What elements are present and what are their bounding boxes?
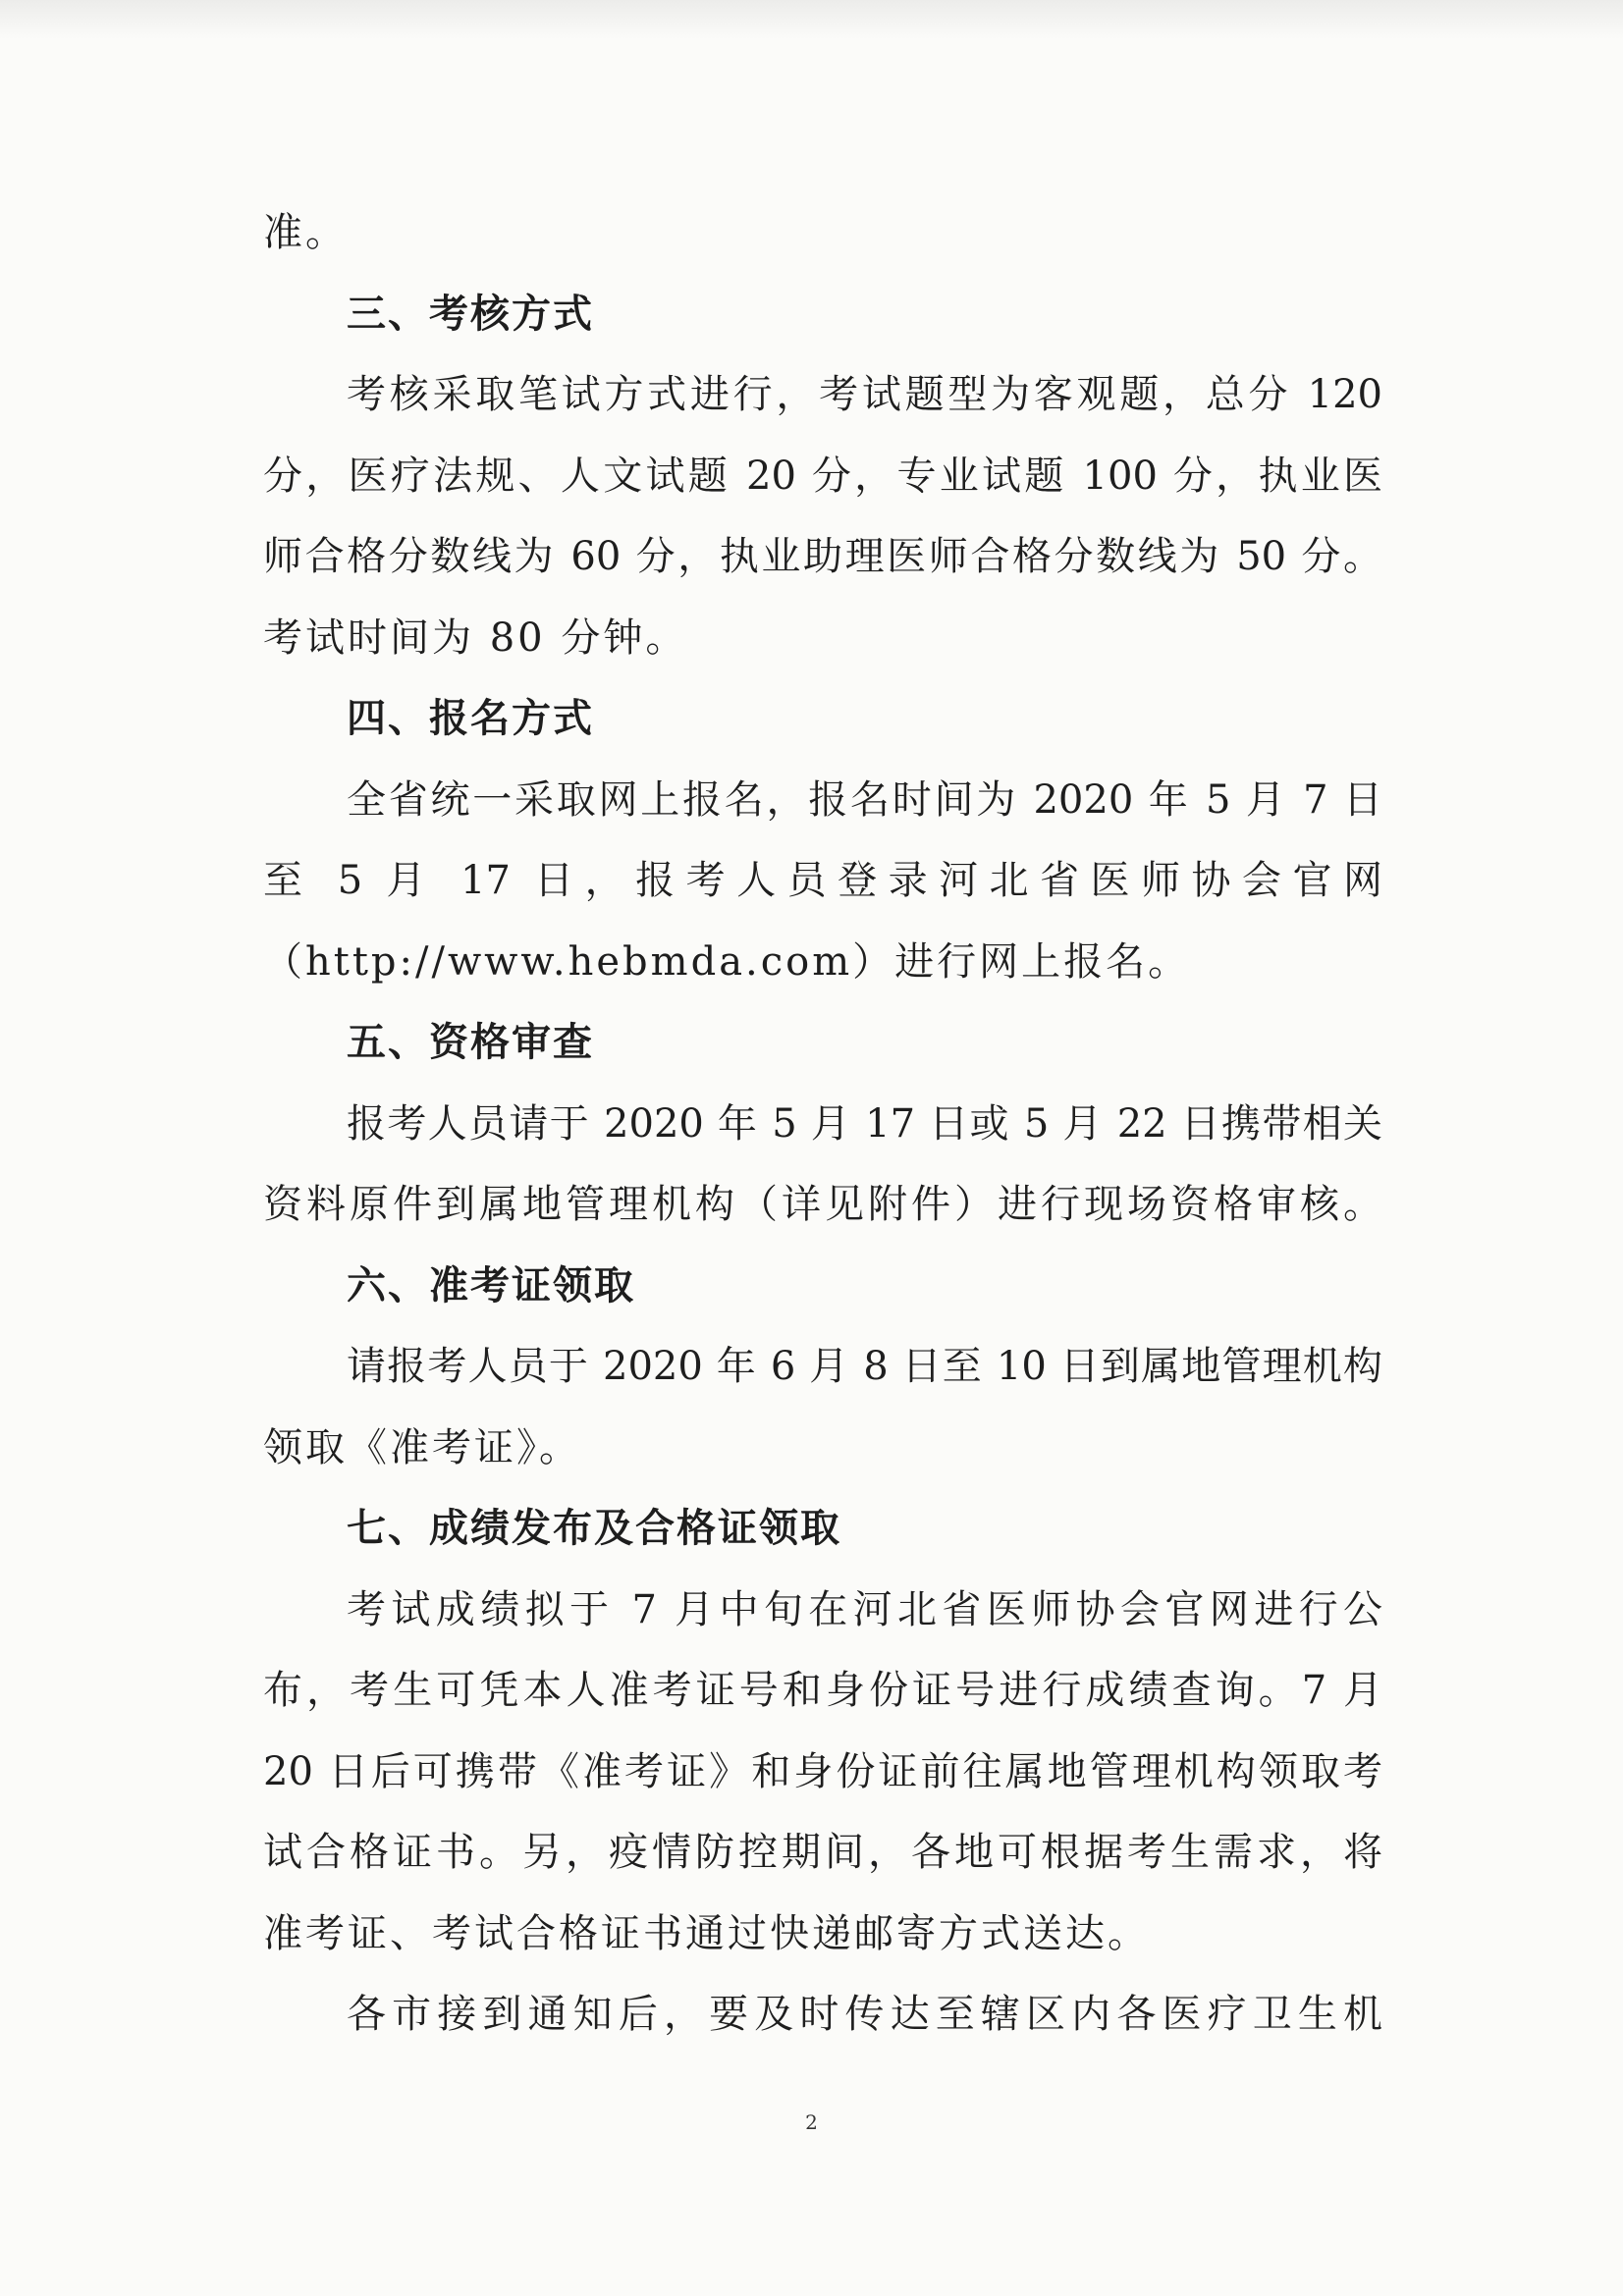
text-line: 布，考生可凭本人准考证号和身份证号进行成绩查询。7 月 <box>263 1668 1382 1713</box>
text-line: 至 5 月 17 日，报考人员登录河北省医师协会官网 <box>263 858 1382 903</box>
text-line: 20 日后可携带《准考证》和身份证前往属地管理机构领取考 <box>263 1748 1382 1794</box>
section-heading-results-and-certificate: 七、成绩发布及合格证领取 <box>347 1506 841 1551</box>
text-line: 分，医疗法规、人文试题 20 分，专业试题 100 分，执业医 <box>263 453 1382 499</box>
section-heading-assessment-method: 三、考核方式 <box>347 291 594 337</box>
page-number: 2 <box>805 2110 818 2134</box>
scan-edge-shadow <box>0 0 1623 39</box>
text-line: 准。 <box>263 210 348 255</box>
text-line: 各市接到通知后，要及时传达至辖区内各医疗卫生机 <box>347 1992 1382 2037</box>
document-body <box>263 192 1382 2056</box>
text-line: 全省统一采取网上报名，报名时间为 2020 年 5 月 7 日 <box>347 776 1382 823</box>
text-line: 考试成绩拟于 7 月中旬在河北省医师协会官网进行公 <box>347 1586 1382 1632</box>
section-heading-admission-ticket: 六、准考证领取 <box>347 1262 635 1308</box>
text-line: 请报考人员于 2020 年 6 月 8 日至 10 日到属地管理机构 <box>347 1344 1382 1389</box>
text-line: 领取《准考证》。 <box>263 1424 581 1470</box>
text-line: 准考证、考试合格证书通过快递邮寄方式送达。 <box>263 1910 1150 1956</box>
text-line: 考试时间为 80 分钟。 <box>263 614 688 661</box>
text-line: 资料原件到属地管理机构（详见附件）进行现场资格审核。 <box>263 1182 1382 1227</box>
text-line: 考核采取笔试方式进行，考试题型为客观题，总分 120 <box>347 372 1382 417</box>
text-line: 试合格证书。另，疫情防控期间，各地可根据考生需求，将 <box>263 1830 1382 1875</box>
text-line-url: （http://www.hebmda.com）进行网上报名。 <box>263 938 1191 985</box>
text-line: 师合格分数线为 60 分，执业助理医师合格分数线为 50 分。 <box>263 534 1382 579</box>
section-heading-registration-method: 四、报名方式 <box>347 696 594 741</box>
text-line: 报考人员请于 2020 年 5 月 17 日或 5 月 22 日携带相关 <box>347 1100 1382 1147</box>
section-heading-qualification-review: 五、资格审查 <box>347 1020 594 1065</box>
